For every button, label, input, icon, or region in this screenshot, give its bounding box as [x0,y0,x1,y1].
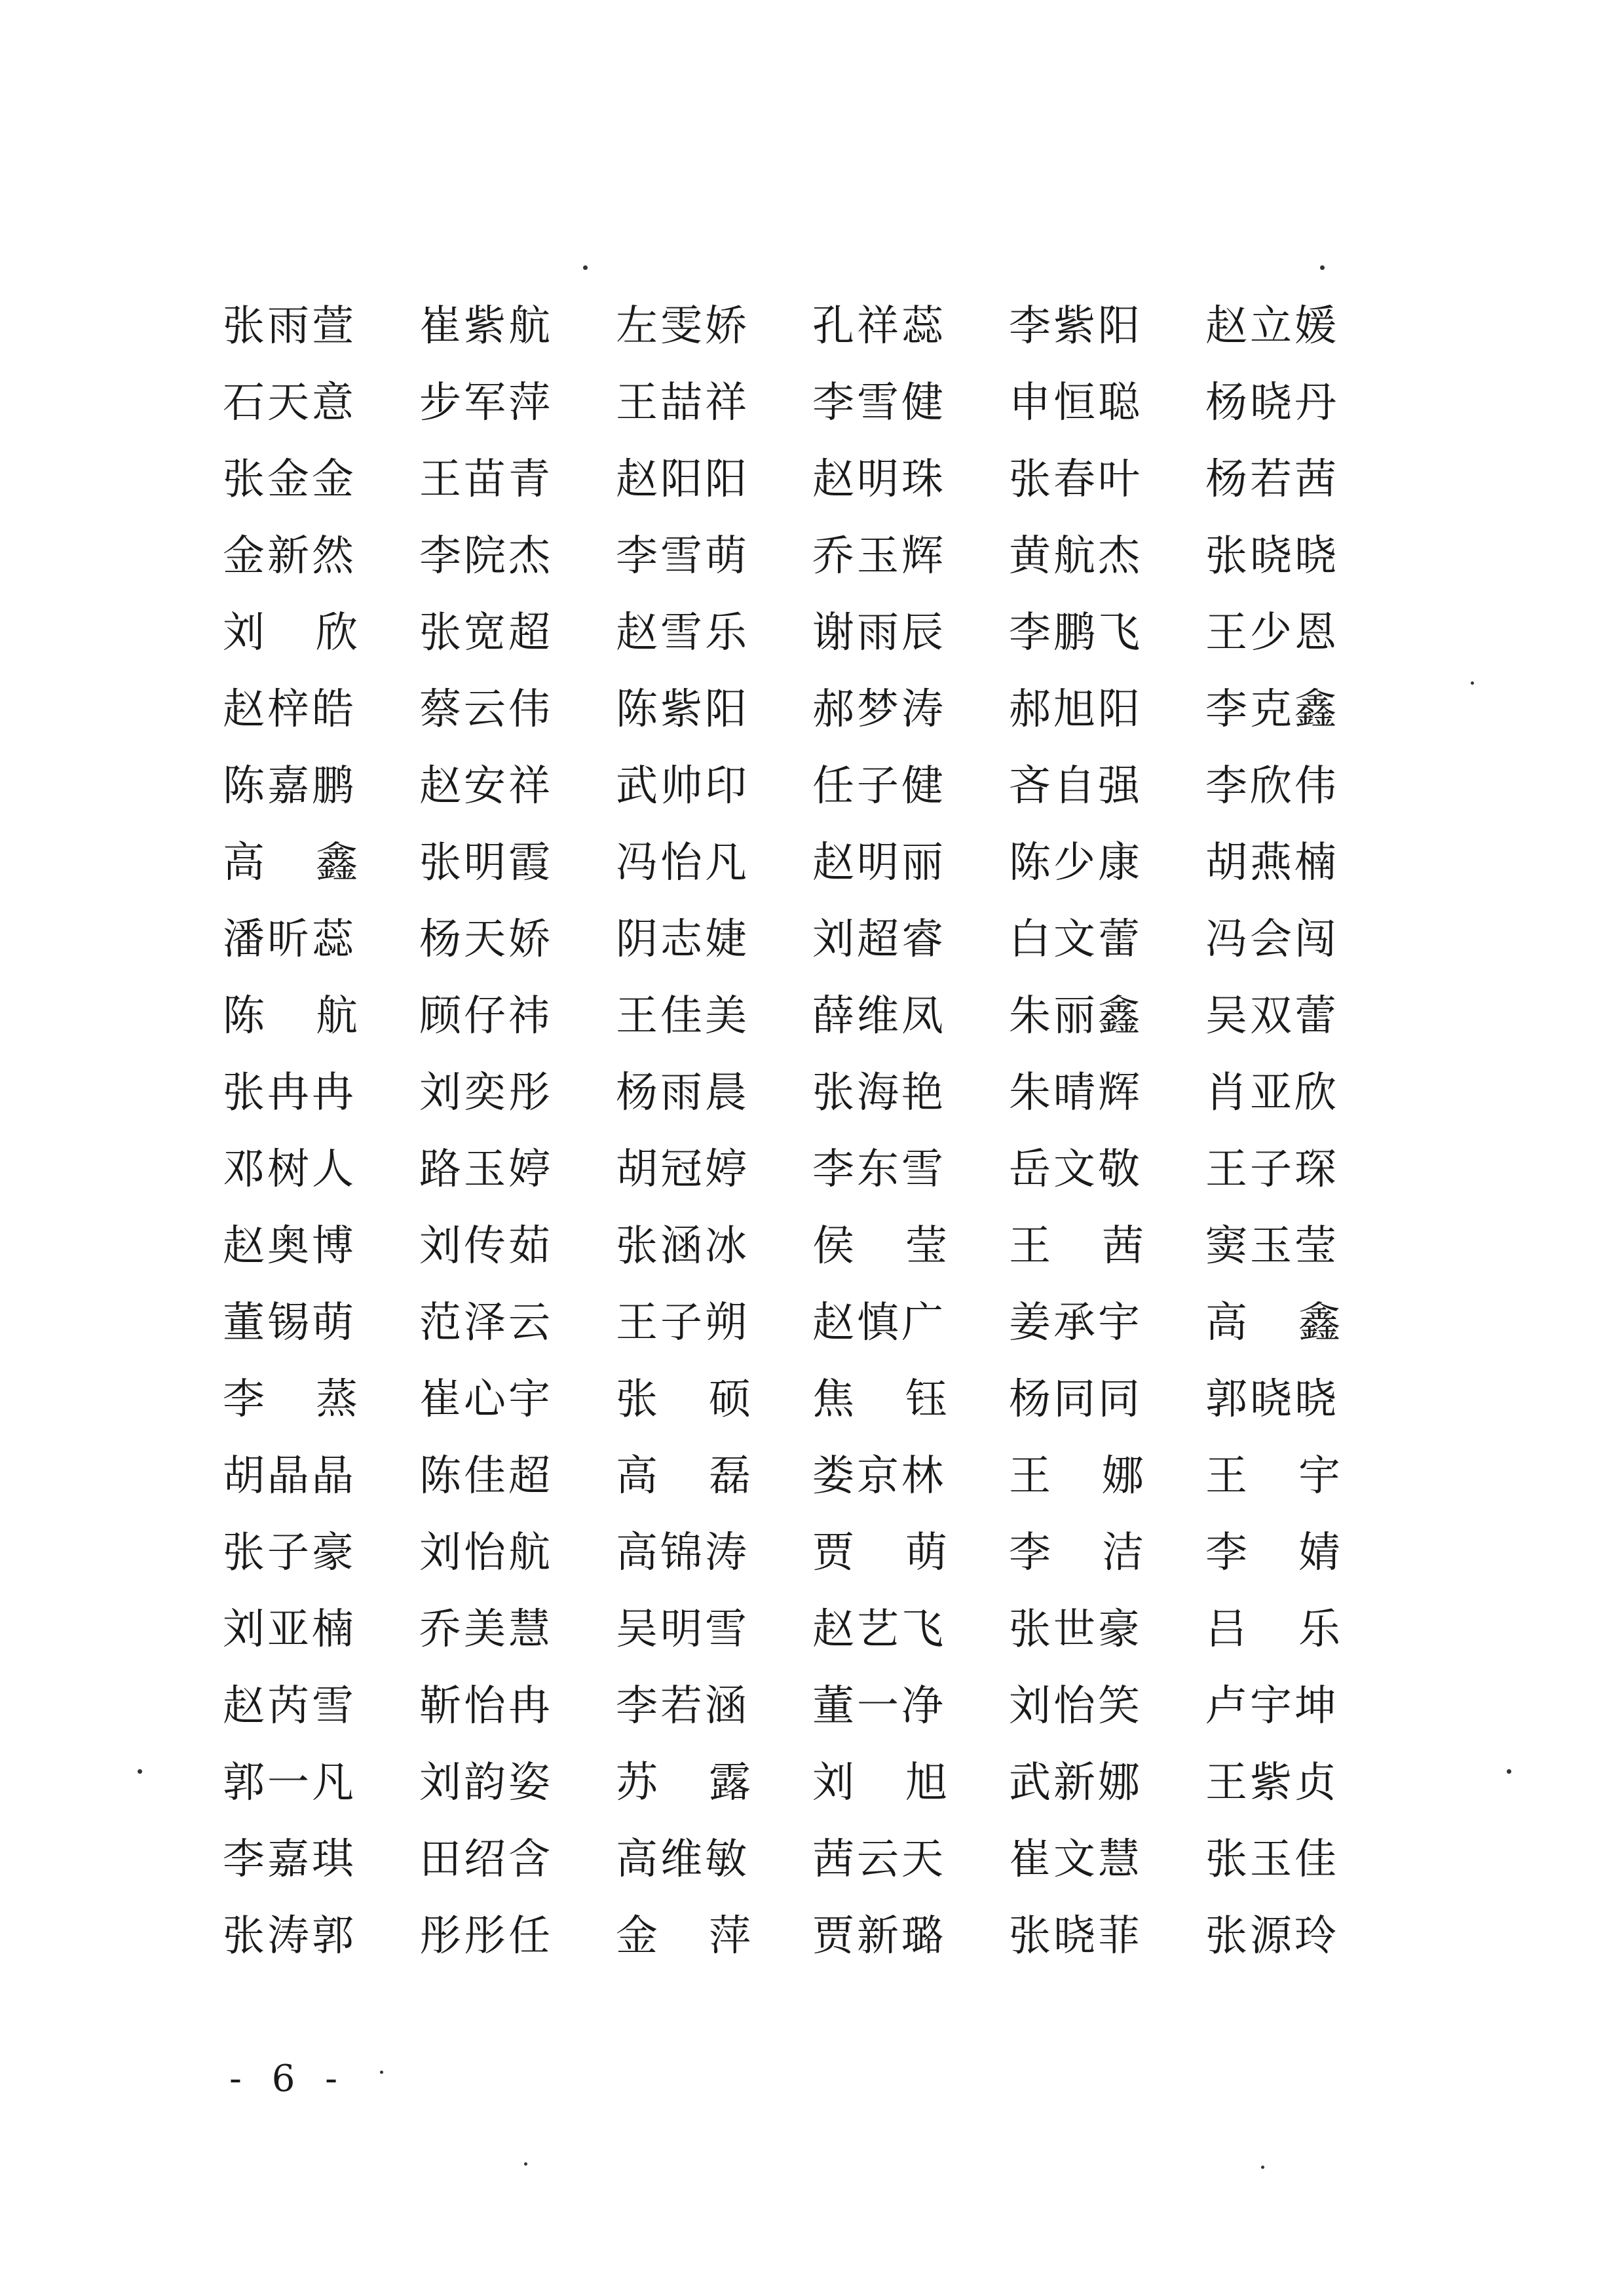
name-entry: 岳文敬 [1009,1145,1142,1194]
name-entry: 窦玉莹 [1205,1222,1339,1271]
name-entry: 张金金 [223,455,356,504]
name-entry: 谢雨辰 [812,609,946,657]
name-entry: 李婧 [1205,1529,1391,1577]
name-entry: 阴志婕 [616,915,749,964]
name-entry: 赵奥博 [223,1222,356,1271]
name-entry: 王喆祥 [616,379,749,427]
name-entry: 赵艺飞 [812,1605,946,1654]
name-entry: 张宽超 [419,609,553,657]
scan-speck [583,265,588,270]
name-entry: 王娜 [1009,1452,1195,1501]
name-entry: 贾新璐 [812,1912,946,1961]
name-entry: 娄京林 [812,1452,946,1501]
name-entry: 路玉婷 [419,1145,553,1194]
name-entry: 任子健 [812,762,946,811]
name-entry: 赵梓皓 [223,685,356,734]
name-entry: 高鑫 [223,839,409,887]
name-entry: 刘欣 [223,609,409,657]
name-entry: 杨同同 [1009,1375,1142,1424]
name-entry: 赵明丽 [812,839,946,887]
name-list-grid [223,288,1389,1975]
name-entry: 刘韵姿 [419,1759,553,1807]
name-entry: 张晓晓 [1205,532,1339,581]
name-entry: 乔美慧 [419,1605,553,1654]
name-entry: 张春叶 [1009,455,1142,504]
name-entry: 黄航杰 [1009,532,1142,581]
name-entry: 赵安祥 [419,762,553,811]
name-entry: 陈航 [223,992,409,1041]
name-entry: 王佳美 [616,992,749,1041]
name-entry: 胡晶晶 [223,1452,356,1501]
scan-speck [524,2162,527,2166]
name-entry: 苏露 [616,1759,802,1807]
name-entry: 陈紫阳 [616,685,749,734]
name-entry: 李雪健 [812,379,946,427]
name-entry: 李雪萌 [616,532,749,581]
name-entry: 刘怡笑 [1009,1682,1142,1731]
name-entry: 吴明雪 [616,1605,749,1654]
name-entry: 赵阳阳 [616,455,749,504]
name-entry: 蔡云伟 [419,685,553,734]
name-entry: 茜云天 [812,1835,946,1884]
name-entry: 王子琛 [1205,1145,1339,1194]
name-entry: 李紫阳 [1009,302,1142,351]
name-entry: 薛维凤 [812,992,946,1041]
name-entry: 崔文慧 [1009,1835,1142,1884]
name-entry: 张世豪 [1009,1605,1142,1654]
name-entry: 杨雨晨 [616,1069,749,1117]
name-entry: 姜承宇 [1009,1299,1142,1347]
name-entry: 刘超睿 [812,915,946,964]
name-entry: 冯怡凡 [616,839,749,887]
name-entry: 赵明珠 [812,455,946,504]
name-entry: 孔祥蕊 [812,302,946,351]
name-entry: 吴双蕾 [1205,992,1339,1041]
name-entry: 张源玲 [1205,1912,1339,1961]
name-entry: 杨若茜 [1205,455,1339,504]
name-entry: 李克鑫 [1205,685,1339,734]
name-entry: 张雨萱 [223,302,356,351]
name-entry: 步军萍 [419,379,553,427]
scan-speck [1320,265,1325,270]
name-entry: 彤彤任 [419,1912,553,1961]
name-entry: 靳怡冉 [419,1682,553,1731]
name-entry: 杨晓丹 [1205,379,1339,427]
name-entry: 赵芮雪 [223,1682,356,1731]
name-entry: 崔心宇 [419,1375,553,1424]
name-entry: 李若涵 [616,1682,749,1731]
name-entry: 高维敏 [616,1835,749,1884]
name-entry: 张涵冰 [616,1222,749,1271]
name-entry: 李蒸 [223,1375,409,1424]
name-entry: 胡冠婷 [616,1145,749,1194]
name-entry: 杨天娇 [419,915,553,964]
name-entry: 张玉佳 [1205,1835,1339,1884]
name-entry: 郝旭阳 [1009,685,1142,734]
name-entry: 刘怡航 [419,1529,553,1577]
name-entry: 刘传茹 [419,1222,553,1271]
name-entry: 李嘉琪 [223,1835,356,1884]
name-entry: 田绍含 [419,1835,553,1884]
name-entry: 左雯娇 [616,302,749,351]
scan-speck [1507,1769,1511,1774]
name-entry: 肖亚欣 [1205,1069,1339,1117]
name-entry: 高锦涛 [616,1529,749,1577]
scan-speck [1261,2166,1264,2169]
name-entry: 张海艳 [812,1069,946,1117]
name-entry: 赵立媛 [1205,302,1339,351]
name-entry: 金萍 [616,1912,802,1961]
name-entry: 陈少康 [1009,839,1142,887]
name-entry: 刘奕彤 [419,1069,553,1117]
name-entry: 王少恩 [1205,609,1339,657]
name-entry: 张明霞 [419,839,553,887]
scan-speck [380,2071,383,2074]
name-entry: 崔紫航 [419,302,553,351]
name-entry: 乔玉辉 [812,532,946,581]
name-entry: 王紫贞 [1205,1759,1339,1807]
name-entry: 张冉冉 [223,1069,356,1117]
name-entry: 李洁 [1009,1529,1195,1577]
name-entry: 王子朔 [616,1299,749,1347]
name-entry: 胡燕楠 [1205,839,1339,887]
name-entry: 侯莹 [812,1222,998,1271]
name-entry: 朱晴辉 [1009,1069,1142,1117]
name-entry: 顾仔祎 [419,992,553,1041]
page-number: - 6 - [229,2057,347,2100]
name-entry: 高鑫 [1205,1299,1391,1347]
name-entry: 陈佳超 [419,1452,553,1501]
name-entry: 范泽云 [419,1299,553,1347]
name-entry: 石天意 [223,379,356,427]
name-entry: 王宇 [1205,1452,1391,1501]
name-entry: 王苗青 [419,455,553,504]
name-entry: 王茜 [1009,1222,1195,1271]
name-entry: 李院杰 [419,532,553,581]
name-entry: 张子豪 [223,1529,356,1577]
name-entry: 朱丽鑫 [1009,992,1142,1041]
name-entry: 赵慎广 [812,1299,946,1347]
name-entry: 吕乐 [1205,1605,1391,1654]
name-entry: 陈嘉鹏 [223,762,356,811]
name-entry: 张硕 [616,1375,802,1424]
name-entry: 潘昕蕊 [223,915,356,964]
name-entry: 金新然 [223,532,356,581]
scan-speck [138,1769,142,1774]
name-entry: 赵雪乐 [616,609,749,657]
name-entry: 申恒聪 [1009,379,1142,427]
name-entry: 邓树人 [223,1145,356,1194]
name-entry: 李欣伟 [1205,762,1339,811]
name-entry: 冯会闯 [1205,915,1339,964]
name-entry: 李东雪 [812,1145,946,1194]
name-entry: 刘亚楠 [223,1605,356,1654]
name-entry: 吝自强 [1009,762,1142,811]
name-entry: 郭一凡 [223,1759,356,1807]
name-entry: 卢宇坤 [1205,1682,1339,1731]
name-entry: 高磊 [616,1452,802,1501]
name-entry: 李鹏飞 [1009,609,1142,657]
name-entry: 贾萌 [812,1529,998,1577]
name-entry: 张涛郭 [223,1912,356,1961]
name-entry: 张晓菲 [1009,1912,1142,1961]
name-entry: 武新娜 [1009,1759,1142,1807]
name-entry: 郝梦涛 [812,685,946,734]
name-entry: 董锡萌 [223,1299,356,1347]
scan-speck [1471,681,1474,685]
name-entry: 武帅印 [616,762,749,811]
name-entry: 白文蕾 [1009,915,1142,964]
name-entry: 郭晓晓 [1205,1375,1339,1424]
name-entry: 焦钰 [812,1375,998,1424]
name-entry: 刘旭 [812,1759,998,1807]
name-entry: 董一净 [812,1682,946,1731]
